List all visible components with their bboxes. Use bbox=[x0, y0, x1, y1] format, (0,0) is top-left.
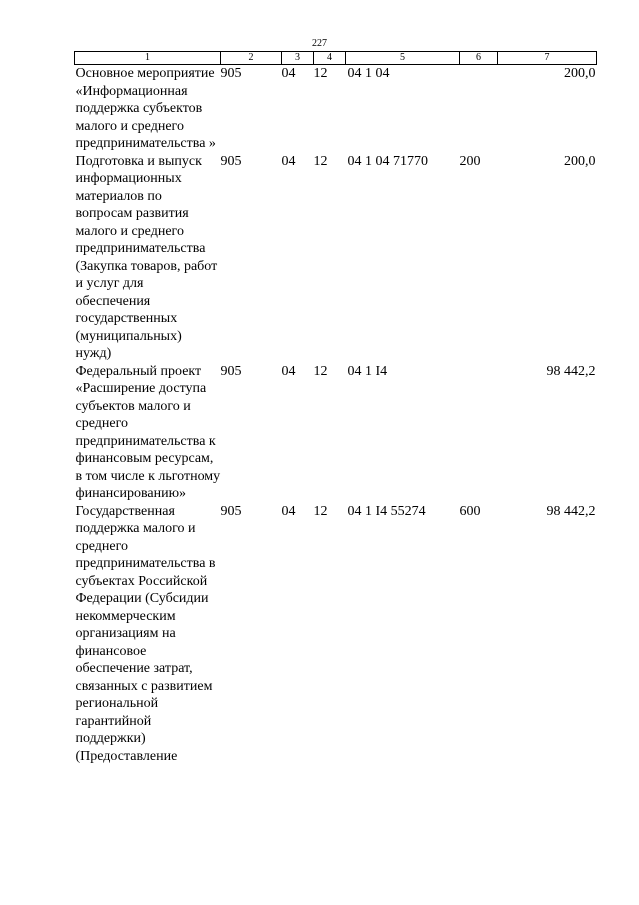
row-col-5: 04 1 I4 55274 bbox=[347, 503, 426, 519]
row-col-5: 04 1 04 71770 bbox=[347, 153, 428, 169]
row-col-4: 12 bbox=[313, 66, 328, 81]
header-col-6: 6 bbox=[460, 52, 498, 65]
table-row bbox=[75, 363, 597, 503]
row-col-4: 12 bbox=[313, 503, 328, 519]
table-body bbox=[75, 65, 597, 766]
table-row bbox=[75, 65, 597, 153]
row-col-5: 04 1 I4 bbox=[347, 363, 388, 379]
row-name: Государственная поддержка малого и среднего предпринимательства в субъектах Российской Федерации (Субсидии некоммерческим организациям на финансовое обеспечение затрат, связанных с развитием региональной гарантийной поддержки) (Предоставление bbox=[75, 503, 216, 764]
row-col-2: 905 bbox=[220, 503, 242, 519]
row-name: Федеральный проект «Расширение доступа субъектов малого и среднего предпринимательства к финансовым ресурсам, в том числе к льготному финансированию» bbox=[75, 363, 221, 501]
page-number: 227 bbox=[312, 38, 327, 49]
row-col-6: 200 bbox=[459, 153, 481, 169]
row-col-6 bbox=[460, 65, 498, 153]
table-row bbox=[75, 153, 597, 363]
row-name: Основное мероприятие «Информационная поддержка субъектов малого и среднего предпринимательства » bbox=[75, 66, 216, 151]
row-col-7: 200,0 bbox=[564, 66, 596, 81]
header-row bbox=[75, 52, 597, 65]
row-col-6: 600 bbox=[459, 503, 481, 519]
row-col-3: 04 bbox=[281, 66, 296, 81]
table-row bbox=[75, 503, 597, 766]
row-col-5: 04 1 04 bbox=[347, 66, 390, 81]
row-col-7: 98 442,2 bbox=[546, 503, 596, 519]
row-col-7: 200,0 bbox=[564, 153, 596, 169]
header-col-7: 7 bbox=[498, 52, 597, 65]
row-col-3: 04 bbox=[281, 153, 296, 169]
header-col-5: 5 bbox=[346, 52, 460, 65]
header-col-1: 1 bbox=[75, 52, 221, 65]
row-col-3: 04 bbox=[281, 363, 296, 379]
row-col-6 bbox=[460, 363, 498, 503]
row-col-2: 905 bbox=[220, 363, 242, 379]
row-name: Подготовка и выпуск информационных материалов по вопросам развития малого и среднего предпринимательства (Закупка товаров, работ и услуг для обеспечения государственных (муниципальных) нужд) bbox=[75, 153, 218, 361]
row-col-4: 12 bbox=[313, 153, 328, 169]
header-col-4: 4 bbox=[314, 52, 346, 65]
row-col-7: 98 442,2 bbox=[546, 363, 596, 379]
header-col-3: 3 bbox=[282, 52, 314, 65]
row-col-3: 04 bbox=[281, 503, 296, 519]
table-header bbox=[75, 52, 597, 65]
budget-table bbox=[74, 51, 597, 765]
row-col-2: 905 bbox=[220, 153, 242, 169]
row-col-4: 12 bbox=[313, 363, 328, 379]
header-col-2: 2 bbox=[221, 52, 282, 65]
row-col-2: 905 bbox=[220, 66, 242, 81]
